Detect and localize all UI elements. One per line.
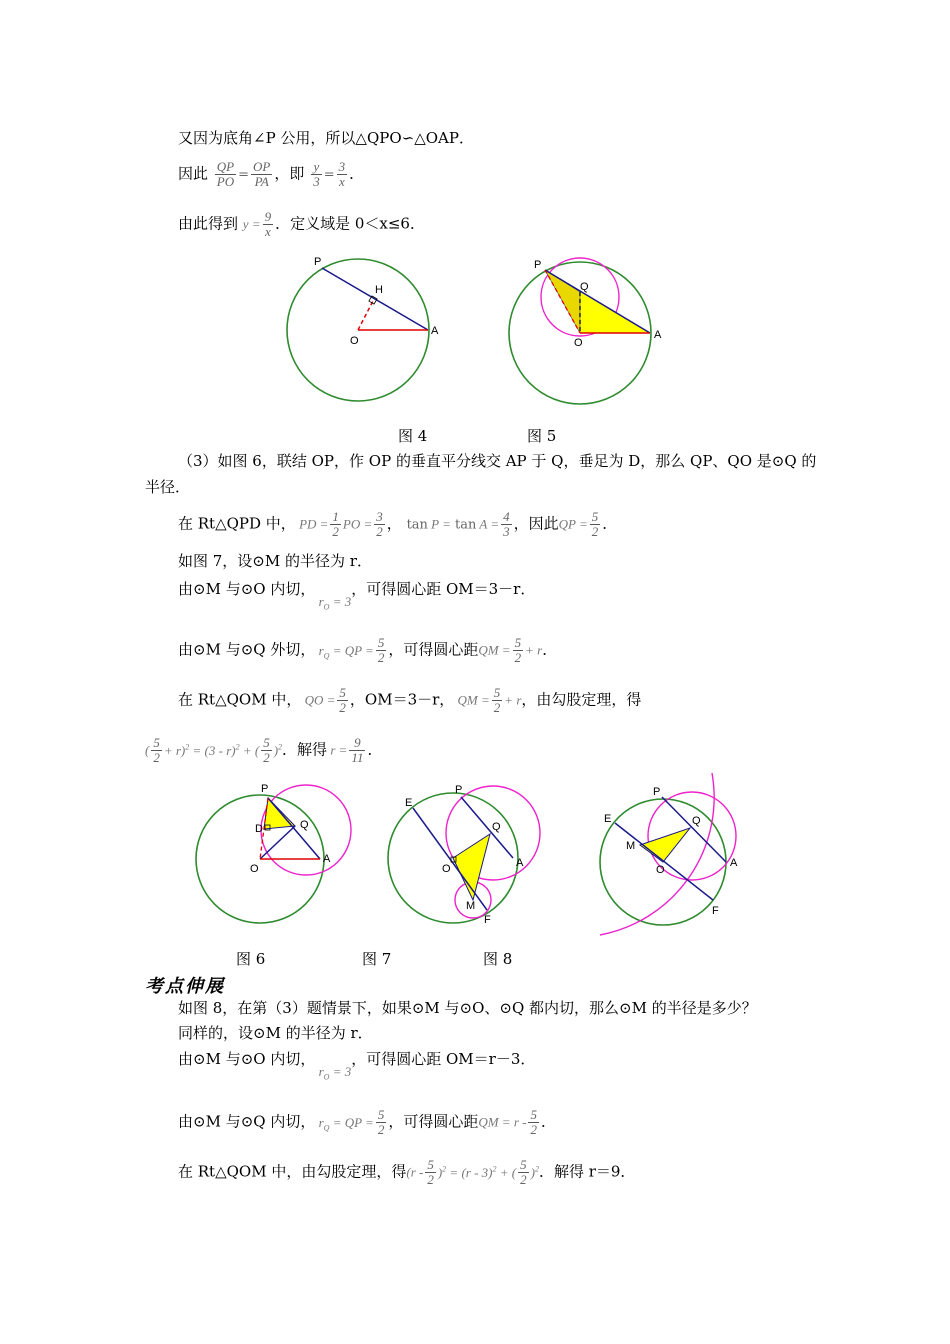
text-line-13: 同样的，设⊙M 的半径为 r． bbox=[178, 1024, 373, 1042]
label-p: P bbox=[534, 259, 542, 271]
label-a: A bbox=[323, 853, 331, 865]
text-line-14: 由⊙M 与⊙O 内切， $r_O = 3$，可得圆心距 OM＝r－3． bbox=[178, 1050, 536, 1082]
label-q: Q bbox=[300, 819, 309, 831]
label-m: M bbox=[466, 900, 476, 912]
label-m: M bbox=[626, 840, 636, 852]
text-line-11: ( $\frac{5}{2}$ + r)$^2$ = (3 - r)$^2$ + ( $\frac{5}{2}$ )$^2$．解得 r = $\frac{9}{11}$ ． bbox=[145, 735, 383, 765]
label-a: A bbox=[730, 857, 738, 869]
label-f: F bbox=[712, 905, 719, 917]
text-line-4: （3）如图 6，联结 OP，作 OP 的垂直平分线交 AP 于 Q，垂足为 D，那么 QP、QO 是⊙Q 的 bbox=[178, 452, 817, 470]
caption-fig4: 图 4 bbox=[398, 427, 428, 445]
text-line-16: 在 Rt△QOM 中，由勾股定理，得(r - $\frac{5}{2}$ )$^2$ = (r - 3)$^2$ + ( $\frac{5}{2}$ )$^2$．解得 r＝9． bbox=[178, 1157, 636, 1187]
label-a: A bbox=[516, 857, 524, 869]
caption-fig5: 图 5 bbox=[527, 427, 557, 445]
text-line-15: 由⊙M 与⊙Q 内切， $r_Q$ = QP = $\frac{5}{2}$ ，可得圆心距QM = r - $\frac{5}{2}$ ． bbox=[178, 1107, 556, 1137]
label-q: Q bbox=[580, 281, 589, 293]
text-line-6: 在 Rt△QPD 中， PD = $\frac{1}{2}$ PO = $\frac{3}{2}$ ， tan P = tan A = $\frac{4}{3}$ ，因此QP = $\frac{5}{2}$ ． bbox=[178, 509, 618, 539]
label-d: D bbox=[255, 823, 263, 835]
label-f: F bbox=[484, 914, 491, 926]
caption-fig7: 图 7 bbox=[362, 950, 392, 968]
label-o: O bbox=[350, 335, 359, 347]
label-q: Q bbox=[492, 821, 501, 833]
label-o: O bbox=[250, 863, 259, 875]
text-line-5: 半径． bbox=[145, 478, 191, 496]
section-heading: 考点伸展 bbox=[145, 976, 225, 997]
text-line-1: 又因为底角∠P 公用，所以△QPO∽△OAP． bbox=[178, 129, 474, 147]
text-line-2: 因此 $\frac{QP}{PO}$ = $\frac{OP}{PA}$ ，即 $\frac{y}{3}$ = $\frac{3}{x}$ ． bbox=[178, 159, 365, 189]
label-a: A bbox=[654, 329, 662, 341]
text-line-12: 如图 8，在第（3）题情景下，如果⊙M 与⊙O、⊙Q 都内切，那么⊙M 的半径是多少？ bbox=[178, 999, 757, 1017]
label-o: O bbox=[574, 337, 583, 349]
label-a: A bbox=[431, 325, 439, 337]
caption-fig6: 图 6 bbox=[236, 950, 266, 968]
label-p: P bbox=[314, 256, 322, 268]
label-o: O bbox=[442, 863, 451, 875]
text-line-8: 由⊙M 与⊙O 内切， $r_O = 3$，可得圆心距 OM＝3－r． bbox=[178, 580, 536, 612]
text-line-10: 在 Rt△QOM 中， QO = $\frac{5}{2}$ ，OM＝3－r， QM = $\frac{5}{2}$ + r，由勾股定理，得 bbox=[178, 685, 642, 715]
label-h: H bbox=[375, 284, 383, 296]
label-o: O bbox=[656, 864, 665, 876]
label-e: E bbox=[604, 813, 612, 825]
caption-fig8: 图 8 bbox=[483, 950, 513, 968]
label-p: P bbox=[455, 784, 463, 796]
text-line-9: 由⊙M 与⊙Q 外切， $r_Q$ = QP = $\frac{5}{2}$ ，可得圆心距QM = $\frac{5}{2}$ + r． bbox=[178, 635, 558, 665]
text-line-3: 由此得到 y = $\frac{9}{x}$ ．定义域是 0＜x≤6． bbox=[178, 209, 425, 239]
label-p: P bbox=[653, 786, 661, 798]
text-line-7: 如图 7，设⊙M 的半径为 r． bbox=[178, 552, 372, 570]
label-p: P bbox=[261, 783, 269, 795]
label-q: Q bbox=[692, 815, 701, 827]
label-e: E bbox=[405, 797, 413, 809]
